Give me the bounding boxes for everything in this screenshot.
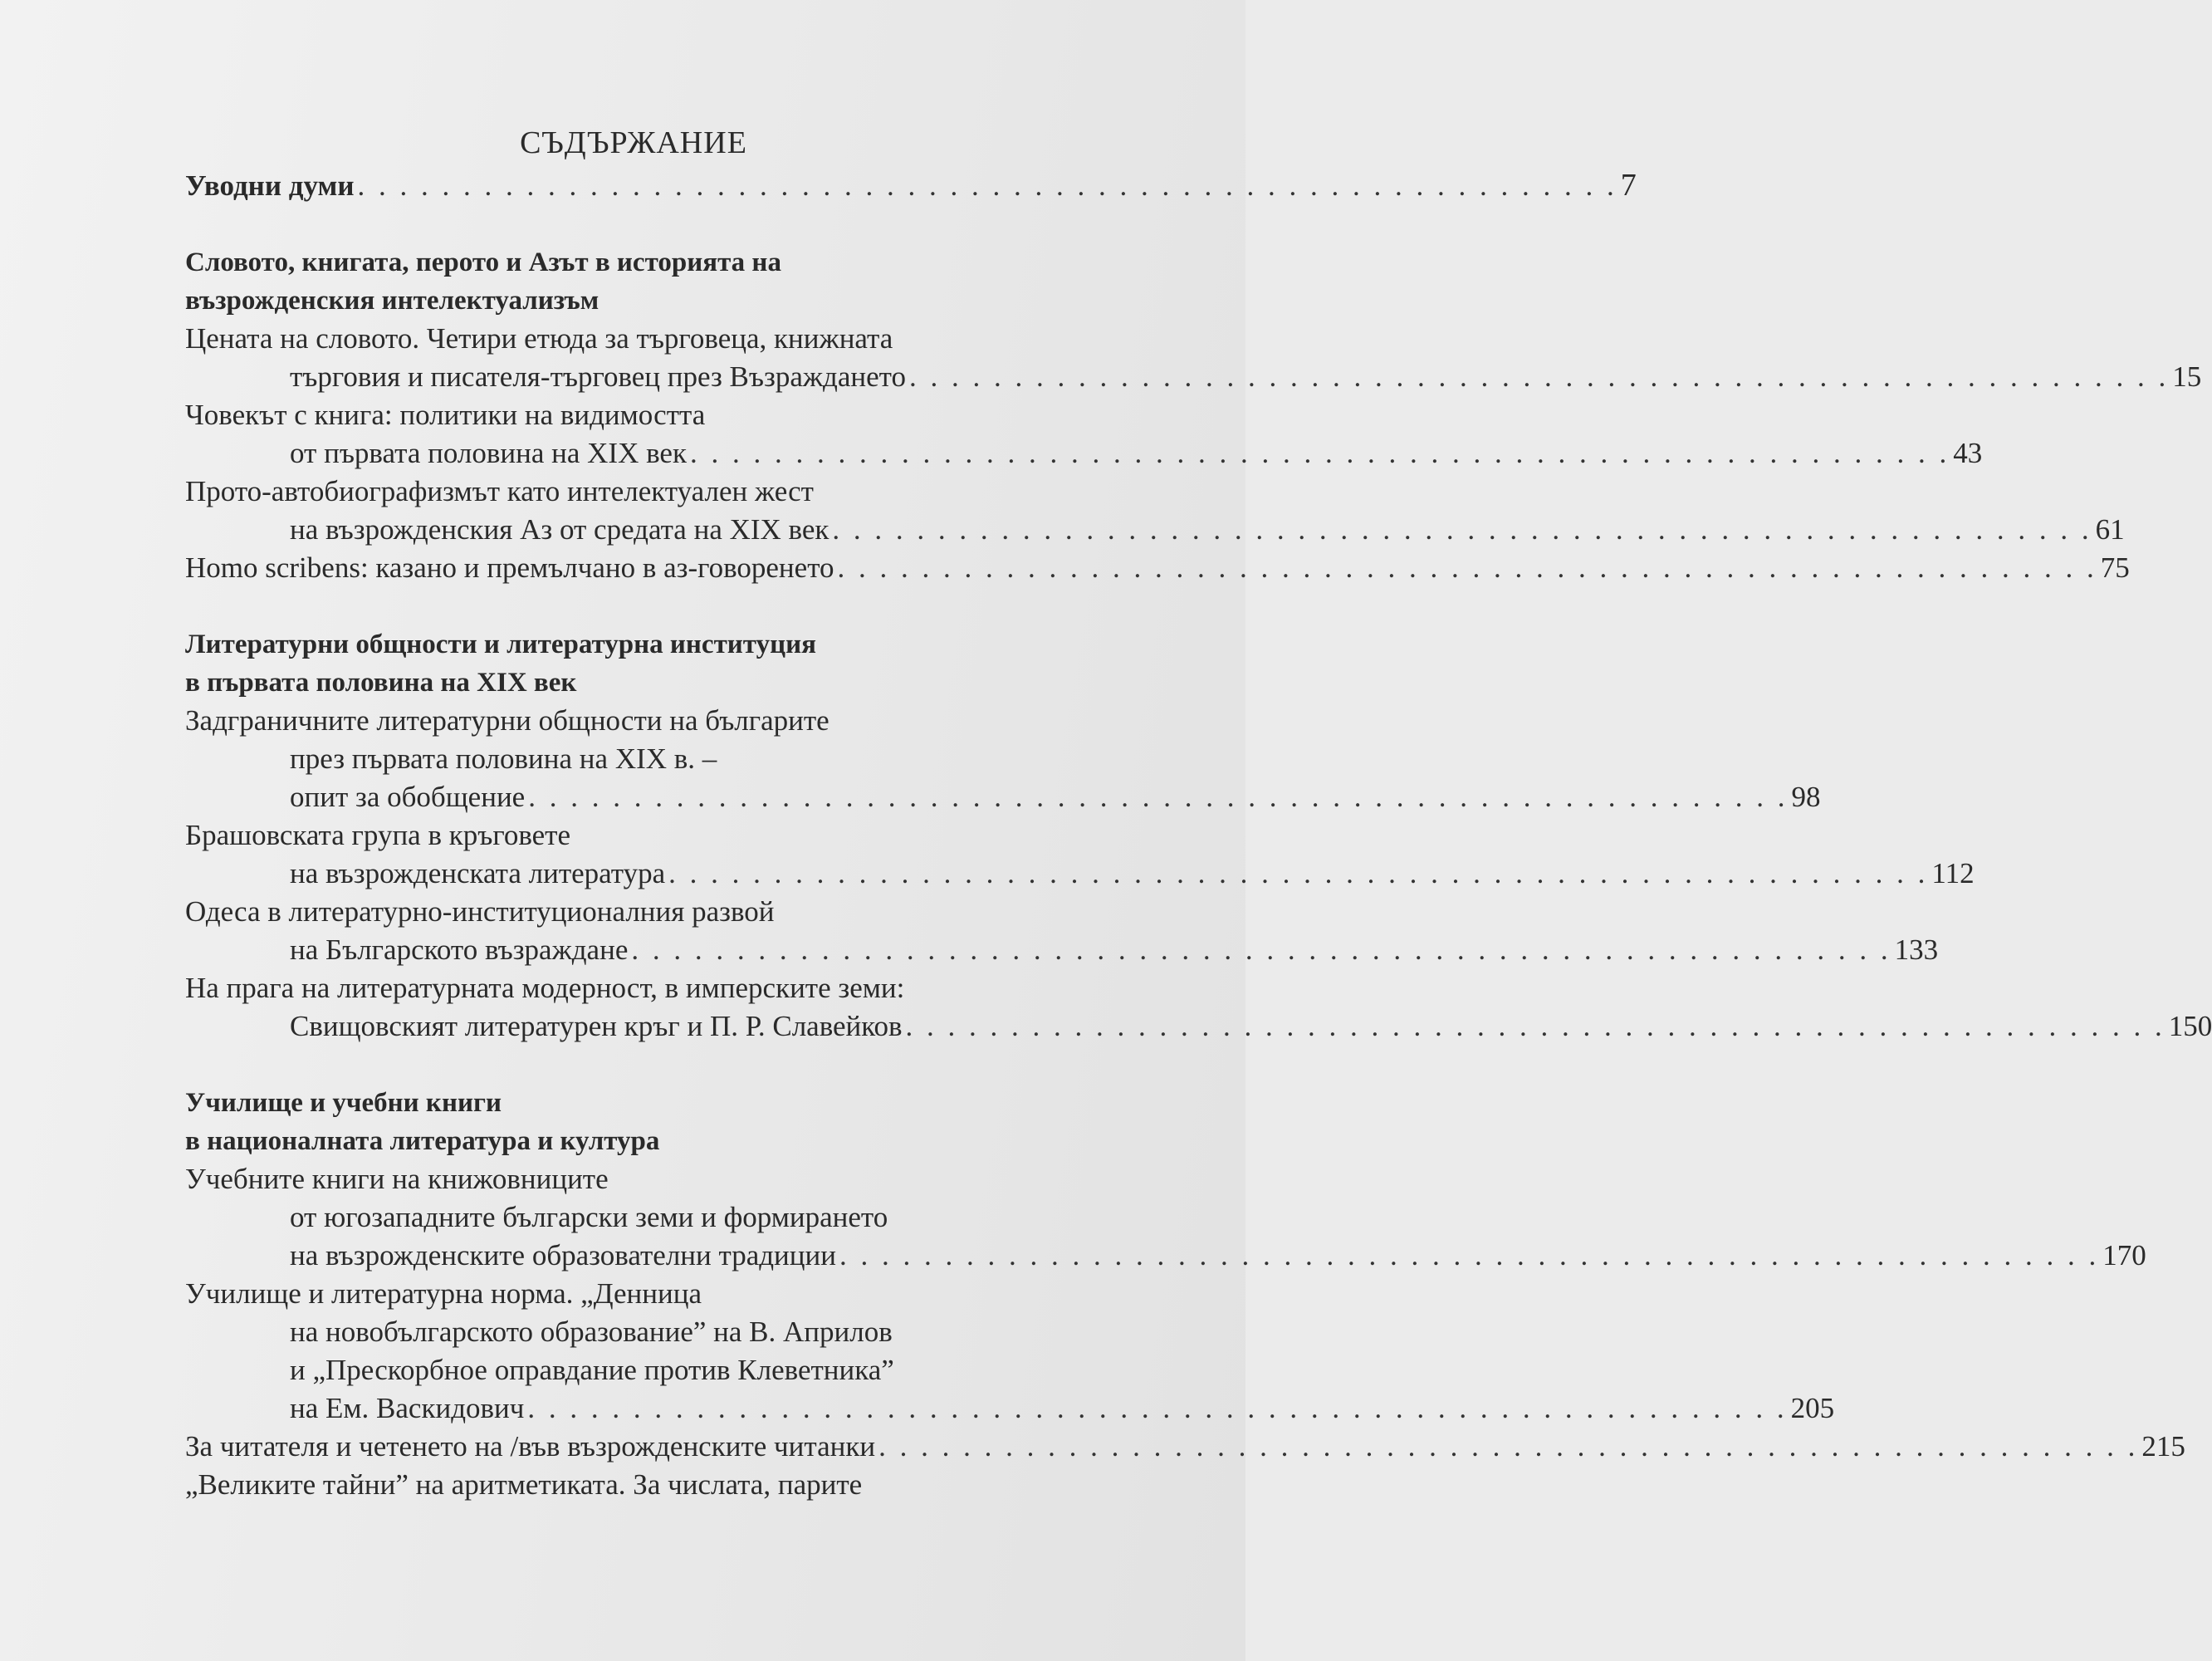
- toc-entry-first-line: На прага на литературната модерност, в имперските земи:: [185, 972, 905, 1004]
- toc-page-number: 61: [2095, 513, 2125, 546]
- dot-leader: . . . . . . . . . . . . . . . . . . . . . . . . . . . . . . . . . . . . . . . . . . . . . . . . . . . . . . . . . . . .: [839, 1239, 2100, 1271]
- toc-entry-text: търговия и писателя-търговец през Възраждането: [290, 360, 906, 393]
- toc-entry-last-line: [185, 1007, 2212, 1046]
- table-of-contents: [185, 125, 2212, 1504]
- section-heading-line: Литературни общности и литературна институция: [185, 630, 816, 659]
- toc-entry-first-line: Задграничните литературни общности на българите: [185, 704, 830, 737]
- toc-entry-first-line: „Великите тайни” на аритметиката. За числата, парите: [185, 1468, 863, 1501]
- toc-entry-first-line: Брашовската група в кръговете: [185, 819, 571, 851]
- toc-page-number: 112: [1931, 857, 1975, 889]
- section-heading-line: Училище и учебни книги: [185, 1088, 502, 1118]
- toc-entry: [185, 893, 1939, 969]
- section-heading-line: в националната литература и култура: [185, 1126, 660, 1156]
- toc-entry-last-line: [185, 434, 1983, 473]
- toc-entry: [185, 1160, 2146, 1275]
- toc-entry-continuation-line: на новобългарското образование” на В. Априлов: [290, 1316, 893, 1348]
- toc-entry-first-line: Човекът с книга: политики на видимостта: [185, 399, 706, 431]
- toc-entry-last-line: [185, 778, 1821, 816]
- toc-entry-last-line: [185, 1237, 2146, 1275]
- toc-entry: [185, 549, 2130, 587]
- dot-leader: . . . . . . . . . . . . . . . . . . . . . . . . . . . . . . . . . . . . . . . . . . . . . . . . . . . . . . . . . . . .: [905, 1010, 2166, 1042]
- dot-leader: . . . . . . . . . . . . . . . . . . . . . . . . . . . . . . . . . . . . . . . . . . . . . . . . . . . . . . . . . . . .: [631, 933, 1891, 966]
- toc-entry: [185, 396, 1983, 473]
- toc-entry-text: на възрожденската литература: [290, 857, 666, 889]
- dot-leader: . . . . . . . . . . . . . . . . . . . . . . . . . . . . . . . . . . . . . . . . . . . . . . . . . . . . . . . . . . . .: [527, 1392, 1788, 1424]
- toc-entry-text: на възрожденските образователни традиции: [290, 1239, 836, 1271]
- toc-page-number: 205: [1790, 1392, 1835, 1424]
- section-heading-line: възрожденския интелектуализъм: [185, 286, 599, 316]
- toc-entry: [185, 320, 2202, 396]
- toc-entry-last-line: [185, 1428, 2185, 1466]
- toc-entry-first-line: Одеса в литературно-институционалния развой: [185, 895, 775, 928]
- section-heading: [185, 243, 1082, 320]
- toc-page-number: 7: [1620, 168, 1637, 203]
- toc-page-number: 170: [2102, 1239, 2146, 1271]
- toc-entry: [185, 1466, 1082, 1504]
- toc-entry-intro: [185, 166, 1637, 205]
- toc-entry-continuation-line: от югозападните български земи и формирането: [290, 1201, 888, 1233]
- toc-entry-first-line: Училище и литературна норма. „Денница: [185, 1277, 702, 1310]
- section-heading: [185, 1084, 1082, 1160]
- toc-entry: [185, 969, 2212, 1046]
- toc-entry-first-line: Прото-автобиографизмът като интелектуален жест: [185, 475, 814, 507]
- page-title: СЪДЪРЖАНИЕ: [520, 125, 747, 160]
- toc-page-number: 75: [2100, 551, 2130, 584]
- toc-page-number: 43: [1953, 437, 1983, 469]
- toc-entry-last-line: [185, 855, 1975, 893]
- toc-entry-text: Homo scribens: казано и премълчано в аз-говоренето: [185, 551, 834, 584]
- dot-leader: . . . . . . . . . . . . . . . . . . . . . . . . . . . . . . . . . . . . . . . . . . . . . . . . . . . . . . . . . . . .: [689, 437, 1950, 469]
- toc-entry: [185, 816, 1975, 893]
- section-heading-line: в първата половина на XIX век: [185, 668, 577, 698]
- toc-entry-continuation-line: през първата половина на XIX в. –: [290, 742, 717, 775]
- toc-page-number: 15: [2172, 360, 2202, 393]
- toc-entry-first-line: Учебните книги на книжовниците: [185, 1163, 609, 1195]
- toc-entry-text: Уводни думи: [185, 169, 355, 202]
- toc-entry: [185, 702, 1821, 816]
- toc-entry-text: опит за обобщение: [290, 781, 526, 813]
- dot-leader: . . . . . . . . . . . . . . . . . . . . . . . . . . . . . . . . . . . . . . . . . . . . . . . . . . . . . . . . . . . .: [878, 1430, 2139, 1463]
- toc-entry: [185, 1275, 1835, 1428]
- toc-entry-text: от първата половина на XIX век: [290, 437, 687, 469]
- dot-leader: . . . . . . . . . . . . . . . . . . . . . . . . . . . . . . . . . . . . . . . . . . . . . . . . . . . . . . . . . . . .: [357, 169, 1617, 202]
- toc-page-number: 133: [1894, 933, 1939, 966]
- dot-leader: . . . . . . . . . . . . . . . . . . . . . . . . . . . . . . . . . . . . . . . . . . . . . . . . . . . . . . . . . . . .: [668, 857, 1929, 889]
- toc-page-number: 150: [2168, 1010, 2212, 1042]
- toc-page-number: 98: [1791, 781, 1821, 813]
- toc-page-number: 215: [2141, 1430, 2185, 1463]
- toc-entry-last-line: [185, 931, 1939, 969]
- toc-entry-text: на Българското възраждане: [290, 933, 629, 966]
- toc-entry-text: на възрожденския Аз от средата на XIX век: [290, 513, 830, 546]
- toc-entry-continuation-line: и „Прескорбное оправдание против Клеветника”: [290, 1354, 894, 1386]
- toc-entry-text: Свищовският литературен кръг и П. Р. Славейков: [290, 1010, 903, 1042]
- toc-entry-text: За читателя и четенето на /във възрожденските читанки: [185, 1430, 876, 1463]
- dot-leader: . . . . . . . . . . . . . . . . . . . . . . . . . . . . . . . . . . . . . . . . . . . . . . . . . . . . . . . . . . . .: [528, 781, 1789, 813]
- dot-leader: . . . . . . . . . . . . . . . . . . . . . . . . . . . . . . . . . . . . . . . . . . . . . . . . . . . . . . . . . . . .: [837, 551, 2097, 584]
- section-heading-line: Словото, книгата, перото и Азът в историята на: [185, 247, 781, 277]
- toc-sections: [185, 243, 2212, 1504]
- toc-entry-first-line: Цената на словото. Четири етюда за търговеца, книжната: [185, 322, 893, 355]
- dot-leader: . . . . . . . . . . . . . . . . . . . . . . . . . . . . . . . . . . . . . . . . . . . . . . . . . . . . . . . . . . . .: [832, 513, 2092, 546]
- section-heading: [185, 625, 1082, 702]
- toc-entry-last-line: [185, 549, 2130, 587]
- toc-entry-last-line: [185, 511, 2125, 549]
- toc-entry: [185, 473, 2125, 549]
- dot-leader: . . . . . . . . . . . . . . . . . . . . . . . . . . . . . . . . . . . . . . . . . . . . . . . . . . . . . . . . . . . .: [908, 360, 2170, 393]
- toc-entry: [185, 1428, 2185, 1466]
- toc-entry-text: на Ем. Васкидович: [290, 1392, 525, 1424]
- toc-entry-last-line: [185, 1389, 1835, 1428]
- toc-entry-last-line: [185, 358, 2202, 396]
